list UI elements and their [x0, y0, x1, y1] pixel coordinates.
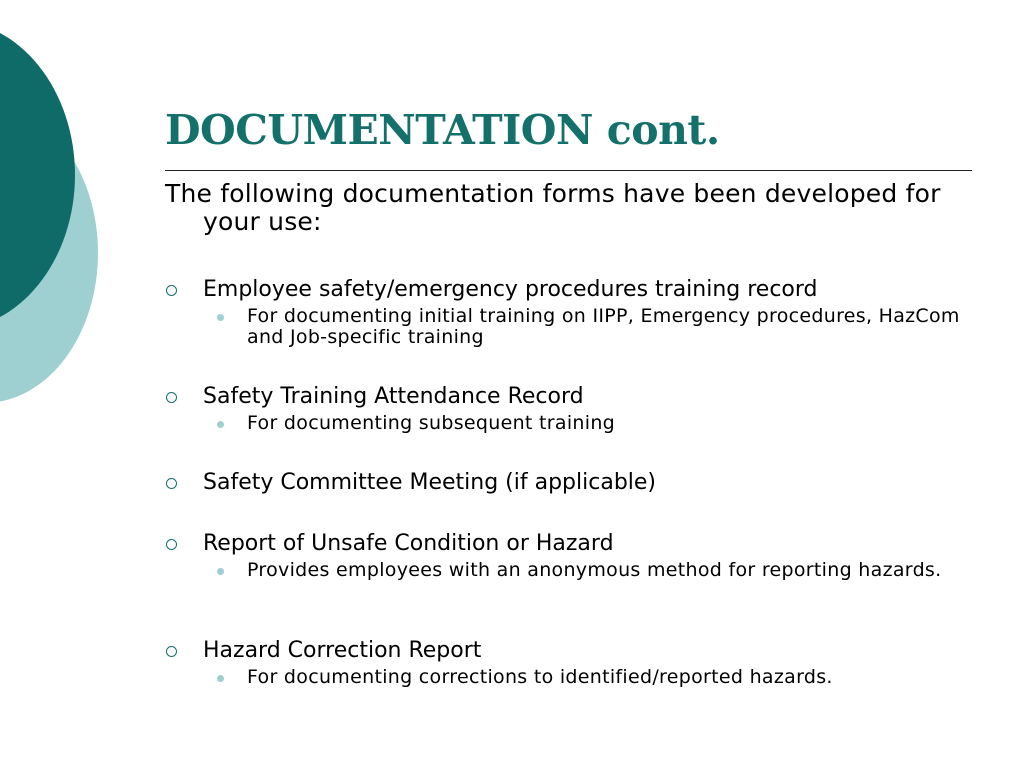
dot-bullet-icon: [217, 314, 224, 321]
hollow-circle-bullet-icon: [166, 646, 177, 657]
dot-bullet-icon: [217, 421, 224, 428]
sub-list-item-text: For documenting initial training on IIPP, Emergency procedures, HazCom and Job-specific training: [247, 305, 960, 348]
slide-content: [165, 179, 965, 688]
title-underline: [165, 170, 972, 171]
hollow-circle-bullet-icon: [166, 392, 177, 403]
intro-text: The following documentation forms have been developed for your use:: [165, 179, 941, 236]
sub-list-item: [203, 306, 965, 348]
list-item-safety-training-attendance: [165, 383, 965, 434]
list-item-label: Safety Committee Meeting (if applicable): [203, 470, 657, 495]
hollow-circle-bullet-icon: [166, 539, 177, 550]
list-item-row: [165, 469, 965, 497]
hollow-circle-bullet-icon: [166, 478, 177, 489]
list-item-row: [165, 383, 965, 411]
list-item-label: Safety Training Attendance Record: [203, 384, 584, 409]
list-item-label: Report of Unsafe Condition or Hazard: [203, 531, 614, 556]
list-item-row: [165, 276, 965, 304]
list-item-label: Employee safety/emergency procedures training record: [203, 277, 818, 302]
dot-bullet-icon: [217, 568, 224, 575]
list-item-label: Hazard Correction Report: [203, 638, 482, 663]
list-item-employee-training-record: [165, 276, 965, 348]
sub-list-item: [203, 667, 965, 688]
sub-list-item: [203, 560, 965, 581]
dot-bullet-icon: [217, 675, 224, 682]
list-item-row: [165, 530, 965, 558]
sub-list-item-text: For documenting corrections to identified/reported hazards.: [247, 666, 833, 688]
list-item-report-unsafe-condition: [165, 530, 965, 581]
list-item-safety-committee-meeting: [165, 469, 965, 497]
list-item-hazard-correction-report: [165, 637, 965, 688]
list-item-row: [165, 637, 965, 665]
sub-list-item: [203, 413, 965, 434]
slide-title: DOCUMENTATION cont.: [165, 106, 720, 154]
sub-list-item-text: For documenting subsequent training: [247, 412, 616, 434]
hollow-circle-bullet-icon: [166, 285, 177, 296]
sub-list-item-text: Provides employees with an anonymous method for reporting hazards.: [247, 559, 942, 581]
